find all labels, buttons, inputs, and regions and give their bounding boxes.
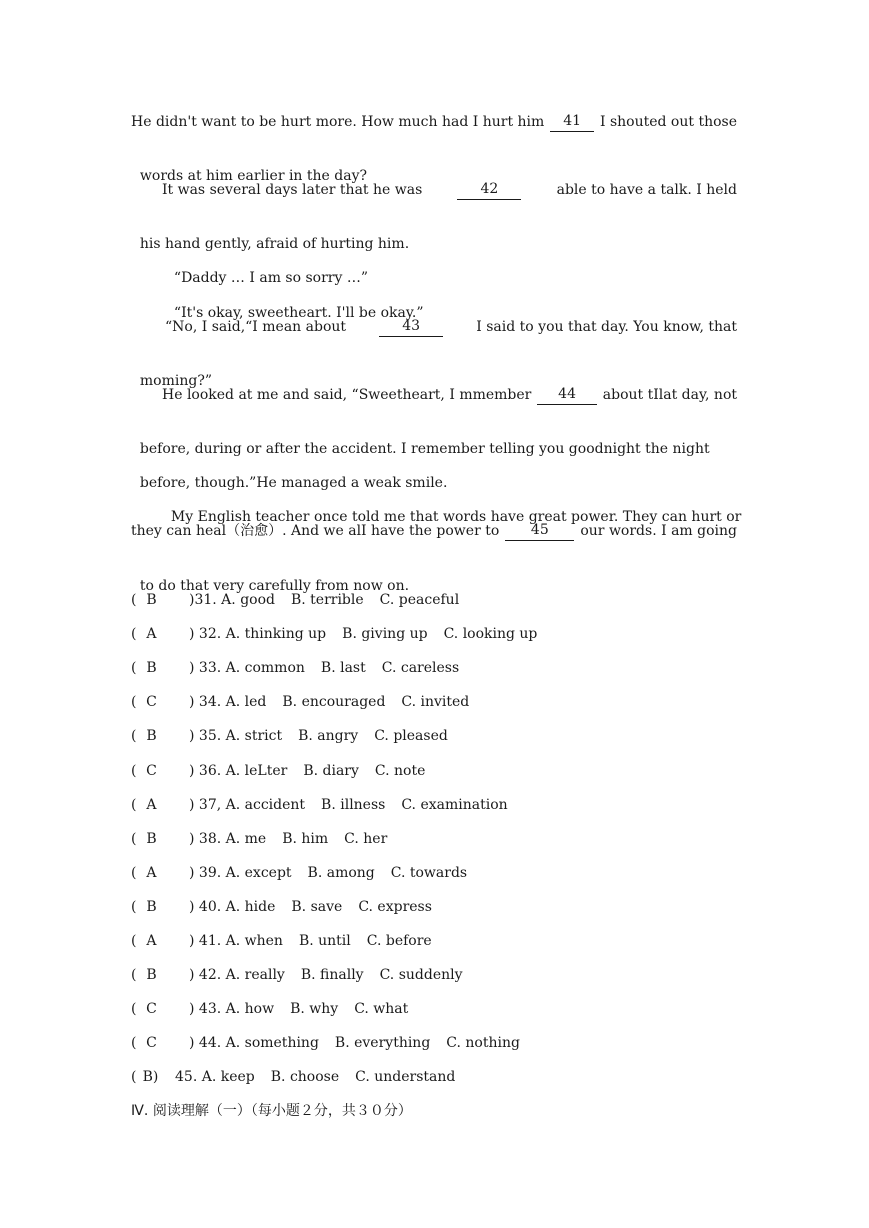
blank-41: 41 <box>550 112 594 132</box>
option-a: ) 35. A. strict <box>189 728 283 744</box>
option-c: C. before <box>366 933 432 949</box>
passage-text: before, during or after the accident. I remember telling you goodnight the night <box>139 441 710 457</box>
answer-letter: C <box>146 763 157 779</box>
passage-text: to do that very carefully from now on. <box>139 578 410 594</box>
option-a: 45. A. keep <box>175 1069 255 1085</box>
option-a: ) 36. A. leLter <box>189 763 288 779</box>
option-b: B. until <box>298 933 351 949</box>
option-b: B. everything <box>334 1035 431 1051</box>
answer-bracket: ( B <box>131 590 189 610</box>
option-b: B. giving up <box>342 626 428 642</box>
answer-row <box>131 931 448 951</box>
passage-text: they can heal（治愈）. And we alI have the power to <box>131 523 500 539</box>
answer-bracket: ( C <box>131 999 189 1019</box>
passage-line <box>165 283 737 321</box>
option-a: ) 38. A. me <box>189 831 267 847</box>
answer-bracket: ( C <box>131 692 189 712</box>
answer-bracket: ( A <box>131 931 189 951</box>
answer-bracket: ( A <box>131 863 189 883</box>
option-b: B. illness <box>321 797 386 813</box>
answer-letter: B <box>146 660 157 676</box>
passage-line <box>165 248 737 286</box>
passage-line <box>165 317 737 337</box>
option-b: B. among <box>307 865 375 881</box>
passage-line <box>162 487 742 525</box>
answer-letter: B <box>146 592 157 608</box>
option-b: B. choose <box>270 1069 340 1085</box>
option-c: C. understand <box>355 1069 456 1085</box>
answer-row <box>131 795 524 815</box>
answer-letter: C <box>146 1035 157 1051</box>
passage-line <box>131 112 737 132</box>
passage-text: able to have a talk. I held <box>556 182 737 198</box>
option-b: B. angry <box>298 728 359 744</box>
passage-text: words at him earlier in the day? <box>139 168 368 184</box>
option-b: B. last <box>320 660 366 676</box>
answer-row <box>131 999 424 1019</box>
passage-line <box>162 180 737 200</box>
option-b: B. why <box>290 1001 339 1017</box>
option-a: ) 34. A. led <box>189 694 267 710</box>
answer-row <box>131 897 448 917</box>
answer-letter: A <box>146 797 157 813</box>
answer-letter: B) <box>142 1069 159 1085</box>
option-c: C. note <box>374 763 426 779</box>
blank-45: 45 <box>505 521 574 541</box>
answer-row <box>131 1033 536 1053</box>
option-a: ) 44. A. something <box>189 1035 319 1051</box>
passage-text: before, though.”He managed a weak smile. <box>139 475 448 491</box>
option-c: C. peaceful <box>379 592 460 608</box>
option-a: ) 41. A. when <box>189 933 283 949</box>
answer-letter: A <box>146 865 157 881</box>
option-a: ) 37, A. accident <box>189 797 306 813</box>
answer-letter: B <box>146 967 157 983</box>
passage-text: his hand gently, afraid of hurting him. <box>139 236 410 252</box>
answer-row <box>131 761 441 781</box>
passage-line <box>131 419 737 457</box>
answer-row <box>131 965 479 985</box>
option-a: ) 40. A. hide <box>189 899 276 915</box>
passage-line <box>162 385 737 405</box>
option-a: ) 43. A. how <box>189 1001 275 1017</box>
option-a: ) 32. A. thinking up <box>189 626 327 642</box>
passage-text: My English teacher once told me that words have great power. They can hurt or <box>170 509 742 525</box>
answer-letter: B <box>146 728 157 744</box>
dialogue-text: “It's okay, sweetheart. I'll be okay.” <box>173 305 424 321</box>
answer-row <box>131 1067 471 1087</box>
answer-letter: B <box>146 831 157 847</box>
answer-letter: C <box>146 1001 157 1017</box>
blank-44: 44 <box>537 385 596 405</box>
passage-text: about tIlat day, not <box>602 387 737 403</box>
passage-line <box>131 521 737 541</box>
answer-row <box>131 863 483 883</box>
option-a: )31. A. good <box>189 592 275 608</box>
answer-row <box>131 658 475 678</box>
option-a: ) 39. A. except <box>189 865 292 881</box>
option-c: C. careless <box>381 660 460 676</box>
passage-text: I shouted out those <box>599 114 737 130</box>
answer-bracket: ( B) <box>131 1067 175 1087</box>
option-c: C. examination <box>401 797 508 813</box>
option-c: C. express <box>358 899 432 915</box>
answer-bracket: ( B <box>131 658 189 678</box>
option-b: B. diary <box>303 763 359 779</box>
option-c: C. nothing <box>446 1035 520 1051</box>
passage-text: “No, I said,“I mean about <box>165 319 347 335</box>
passage-text: He looked at me and said, “Sweetheart, I mmember <box>162 387 532 403</box>
passage-line <box>131 146 737 184</box>
blank-43: 43 <box>379 317 443 337</box>
option-a: ) 33. A. common <box>189 660 305 676</box>
option-c: C. looking up <box>443 626 538 642</box>
option-a: ) 42. A. really <box>189 967 285 983</box>
answer-bracket: ( B <box>131 829 189 849</box>
option-b: B. terrible <box>290 592 364 608</box>
passage-line <box>131 453 737 491</box>
answer-letter: A <box>146 626 157 642</box>
answer-row <box>131 624 553 644</box>
passage-text: moming?” <box>139 373 213 389</box>
option-c: C. towards <box>390 865 468 881</box>
answer-row <box>131 829 403 849</box>
option-b: B. encouraged <box>282 694 386 710</box>
answer-letter: C <box>146 694 157 710</box>
answer-bracket: ( B <box>131 897 189 917</box>
answer-row <box>131 590 475 610</box>
answer-letter: B <box>146 899 157 915</box>
answer-bracket: ( A <box>131 624 189 644</box>
passage-line <box>131 214 737 252</box>
passage-line <box>131 556 737 594</box>
passage-text: It was several days later that he was <box>162 182 423 198</box>
option-c: C. what <box>354 1001 409 1017</box>
answer-letter: A <box>146 933 157 949</box>
option-c: C. invited <box>401 694 470 710</box>
passage-text: He didn't want to be hurt more. How much had I hurt him <box>131 114 545 130</box>
answer-row <box>131 692 485 712</box>
passage-text: our words. I am going <box>580 523 737 539</box>
passage-line <box>131 351 737 389</box>
section-heading: Ⅳ. 阅读理解（一）（每小题２分，共３０分） <box>131 1103 412 1119</box>
dialogue-text: “Daddy … I am so sorry …” <box>173 270 368 286</box>
option-c: C. suddenly <box>379 967 463 983</box>
option-b: B. him <box>282 831 329 847</box>
option-c: C. her <box>344 831 388 847</box>
option-b: B. finally <box>300 967 364 983</box>
answer-row <box>131 726 464 746</box>
option-b: B. save <box>291 899 343 915</box>
option-c: C. pleased <box>374 728 448 744</box>
answer-bracket: ( A <box>131 795 189 815</box>
passage-text: I said to you that day. You know, that <box>476 319 737 335</box>
answer-bracket: ( C <box>131 761 189 781</box>
answer-bracket: ( B <box>131 965 189 985</box>
blank-42: 42 <box>457 180 521 200</box>
answer-bracket: ( C <box>131 1033 189 1053</box>
answer-bracket: ( B <box>131 726 189 746</box>
